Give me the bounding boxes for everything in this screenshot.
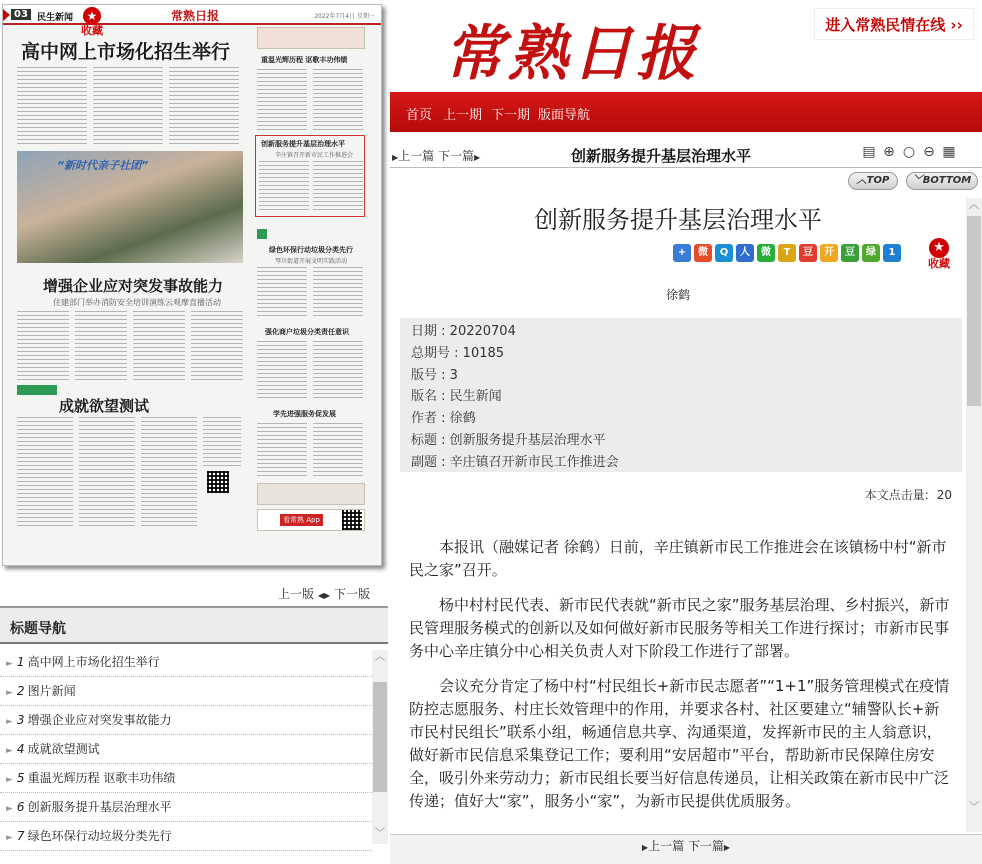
text-block: [79, 417, 135, 529]
text-block: [75, 311, 127, 381]
nav-item-label[interactable]: 成就欲望测试: [27, 742, 100, 756]
main-menu: [390, 92, 982, 132]
meta-key: 标题: [411, 432, 438, 448]
article-scrollbar[interactable]: [966, 198, 982, 832]
meta-key: 副题: [411, 454, 438, 470]
app-ad: [257, 509, 365, 531]
meta-row: 标题 : 创新服务提升基层治理水平: [411, 432, 606, 448]
page-pager: [278, 585, 370, 602]
favorite-button[interactable]: [928, 236, 950, 270]
left-panel: [0, 0, 390, 864]
favorite-label: 收藏: [81, 24, 103, 37]
meta-key: 总期号: [411, 345, 451, 361]
text-block: [17, 67, 87, 145]
meta-key: 版号: [411, 367, 438, 383]
meta-row: 副题 : 辛庄镇召开新市民工作推进会: [411, 454, 619, 470]
text-block: [313, 341, 363, 401]
share-one-icon[interactable]: 1: [883, 244, 901, 262]
text-block: [259, 161, 309, 213]
chevron-down-icon: ﹀: [912, 175, 923, 186]
thumb-headline-3[interactable]: 成就欲望测试: [59, 397, 150, 415]
arrow-icon: ►: [6, 688, 13, 698]
thumb-photo[interactable]: [17, 151, 243, 263]
share-douban-icon[interactable]: 豆: [799, 244, 817, 262]
text-block: [313, 69, 363, 131]
meta-value: 创新服务提升基层治理水平: [449, 432, 606, 448]
green-marker: [257, 229, 267, 239]
nav-item-label[interactable]: 图片新闻: [27, 684, 76, 698]
text-block: [93, 67, 163, 145]
triangle-right-icon: ▶: [723, 843, 731, 852]
share-dou-icon[interactable]: 豆: [841, 244, 859, 262]
text-block: [257, 69, 307, 131]
paper-logo: 常熟日报: [171, 9, 220, 23]
arrow-icon: ►: [6, 775, 13, 785]
right-panel: [390, 0, 982, 864]
thumb-side-headline-3-sub: 琴川街道开展文明实践活动: [275, 258, 348, 265]
app-ad-label: 看常熟 App: [280, 514, 323, 526]
article-paragraph: 会议充分肯定了杨中村“村民组长+新市民志愿者”“1+1”服务管理模式在疫情防控志愿服务、村庄长效管理中的作用，并要求各村、社区要建立“辅警队长+新市民村民组长”联系小组，畅通信息共享、沟通渠道，发挥新市民的主人翁意识，做好新市民信息采集登记工作；要利用“安居超市”平台，帮助新市民保障住房安全，吸引外来劳动力；新市民组长要当好信息传递员，让相关政策在新市民中广泛传递；值好大“家”，服务小“家”，为新市民提供优质服务。: [409, 677, 950, 810]
arrow-icon: ►: [6, 659, 13, 669]
menu-home[interactable]: 首页: [406, 108, 433, 123]
app-qr-code: [342, 510, 362, 530]
hit-count-label: 本文点击量:: [864, 488, 929, 502]
scroll-up-icon[interactable]: ︿: [969, 200, 979, 211]
star-icon: ★: [83, 7, 101, 25]
column-tag: [17, 385, 57, 395]
nav-item[interactable]: [0, 735, 372, 764]
thumb-headline-1[interactable]: 高中网上市场化招生举行: [21, 41, 231, 63]
nav-item-label[interactable]: 高中网上市场化招生举行: [27, 655, 160, 669]
star-icon: ★: [929, 238, 949, 258]
text-block: [17, 417, 73, 529]
masthead: [390, 0, 982, 92]
text-block: [313, 423, 363, 477]
nav-item-num: 3: [16, 713, 25, 727]
thumb-side-headline-2[interactable]: 创新服务提升基层治理水平: [261, 140, 345, 148]
share-wechat-icon[interactable]: 微: [757, 244, 775, 262]
toolbar-icons: [860, 143, 958, 161]
paper-header: [3, 5, 381, 25]
nav-item[interactable]: [0, 822, 372, 851]
chevron-up-icon: ︿: [856, 175, 867, 186]
meta-row: 作者 : 徐鹤: [411, 411, 476, 427]
document-icon[interactable]: ▤: [862, 144, 876, 160]
article-meta: [400, 318, 962, 472]
thumb-side-headline-5[interactable]: 学先进强服务促发展: [273, 410, 336, 418]
meta-row: 总期号 : 10185: [411, 345, 505, 361]
ad-box: [257, 483, 365, 505]
article-author: 徐鹤: [665, 288, 690, 302]
zoom-out-icon[interactable]: ⊖: [923, 144, 935, 160]
article-content: [390, 198, 982, 832]
title-nav-list: [0, 648, 372, 856]
text-block: [257, 341, 307, 401]
top-button[interactable]: [848, 172, 898, 190]
meta-value: 10185: [462, 345, 505, 361]
enter-minqing-link[interactable]: 进入常熟民情在线 ››: [814, 8, 974, 40]
nav-item-num: 5: [16, 771, 25, 785]
scroll-down-icon[interactable]: ﹀: [969, 802, 979, 813]
thumb-side-headline-3[interactable]: 绿色环保行动垃圾分类先行: [269, 246, 353, 254]
title-nav-heading: 标题导航: [10, 621, 66, 637]
share-plus-icon[interactable]: +: [673, 244, 691, 262]
qr-code: [207, 471, 229, 493]
triangle-right-icon: ▶: [641, 843, 649, 852]
share-kaixin-icon[interactable]: 开: [820, 244, 838, 262]
text-block: [257, 267, 307, 319]
prev-article-link[interactable]: 上一篇: [398, 149, 435, 163]
nav-item-num: 2: [16, 684, 25, 698]
nav-item[interactable]: [0, 793, 372, 822]
share-tieba-icon[interactable]: T: [778, 244, 796, 262]
meta-row: 版号 : 3: [411, 367, 458, 383]
hit-count-value: 20: [936, 488, 952, 502]
meta-row: 版名 : 民生新闻: [411, 389, 502, 405]
meta-key: 日期: [411, 324, 438, 339]
thumb-headline-2-sub: 住建部门举办消防安全培训演练云观摩直播活动: [53, 298, 221, 307]
nav-item[interactable]: [0, 706, 372, 735]
zoom-reset-icon[interactable]: ○: [902, 144, 916, 160]
text-block: [191, 311, 243, 381]
meta-value: 20220704: [449, 324, 516, 339]
arrow-icon: ►: [6, 804, 13, 814]
next-page-link[interactable]: 下一版: [333, 587, 370, 601]
article-paragraph: 本报讯（融媒记者 徐鹤）日前，辛庄镇新市民工作推进会在该镇杨中村“新市民之家”召开。: [409, 538, 947, 579]
newspaper-page-thumbnail[interactable]: [2, 4, 382, 566]
text-block: [133, 311, 185, 381]
top-label: TOP: [866, 175, 890, 186]
triangle-right-icon: ▶: [474, 153, 481, 162]
prev-page-link[interactable]: 上一版: [278, 587, 315, 601]
hit-count: [865, 486, 952, 503]
scroll-thumb[interactable]: [967, 216, 981, 406]
toolbar-title: 创新服务提升基层治理水平: [571, 147, 752, 165]
scroll-thumb[interactable]: [373, 682, 387, 792]
menu-prev-issue[interactable]: 上一期: [443, 108, 483, 123]
nav-item-label[interactable]: 增强企业应对突发事故能力: [27, 713, 172, 727]
banner-box: [257, 27, 365, 49]
article-paragraph: 杨中村村民代表、新市民代表就“新市民之家”服务基层治理、乡村振兴，新市民管理服务模式的创新以及如何做好新市民服务等相关工作进行探讨；市新市民事务中心辛庄镇分中心相关负责人对下阶段工作进行了部署。: [409, 596, 950, 660]
nav-item-num: 1: [16, 655, 25, 669]
menu-next-issue[interactable]: 下一期: [491, 108, 531, 123]
next-article-link[interactable]: 下一篇: [438, 149, 475, 163]
share-green-icon[interactable]: 绿: [862, 244, 880, 262]
meta-value: 辛庄镇召开新市民工作推进会: [449, 454, 619, 470]
arrow-icon: ►: [6, 833, 13, 843]
thumb-side-headline-4[interactable]: 强化商户垃圾分类责任意识: [265, 328, 349, 336]
bottom-prev-article-link[interactable]: 上一篇: [648, 839, 685, 853]
share-weibo-icon[interactable]: 微: [694, 244, 712, 262]
section-name: 民生新闻: [37, 13, 74, 23]
text-block: [313, 267, 363, 319]
nav-item-label[interactable]: 创新服务提升基层治理水平: [27, 800, 172, 814]
thumb-side-headline-1[interactable]: 重温光辉历程 讴歌丰功伟绩: [261, 56, 348, 64]
page-number: 03: [11, 9, 31, 20]
favorite-button-small[interactable]: [81, 5, 103, 37]
text-block: [169, 67, 239, 145]
nav-item-num: 4: [16, 742, 25, 756]
meta-row: 日期 : 20220704: [411, 324, 516, 339]
title-nav-header: [0, 606, 388, 644]
paper-date: 2022年7月4日 星期一: [314, 13, 375, 20]
text-block: [17, 311, 69, 381]
photo-caption: “新时代亲子社团”: [57, 159, 149, 172]
meta-value: 徐鹤: [449, 411, 476, 427]
nav-item-num: 7: [16, 829, 25, 843]
share-renren-icon[interactable]: 人: [736, 244, 754, 262]
arrow-icon: ►: [6, 717, 13, 727]
bottom-label: BOTTOM: [922, 175, 972, 186]
scroll-down-icon[interactable]: ﹀: [375, 828, 385, 839]
article-body: [409, 536, 954, 825]
meta-key: 作者: [411, 411, 438, 427]
site-logo[interactable]: 常熟日报: [444, 19, 700, 89]
nav-item-label[interactable]: 重温光辉历程 讴歌丰功伟绩: [27, 771, 176, 785]
bottom-next-article-link[interactable]: 下一篇: [687, 839, 724, 853]
bottom-button[interactable]: [906, 172, 978, 190]
nav-item[interactable]: [0, 677, 372, 706]
bottom-article-pager: [390, 834, 982, 864]
thumb-side-headline-2-sub: 辛庄镇召开新市民工作推进会: [275, 152, 354, 159]
nav-scrollbar[interactable]: [372, 650, 388, 844]
zoom-in-icon[interactable]: ⊕: [883, 144, 895, 160]
favorite-label: 收藏: [928, 257, 950, 270]
meta-value: 民生新闻: [449, 389, 502, 405]
text-block: [257, 423, 307, 477]
share-bar: [673, 244, 901, 262]
text-block: [313, 161, 363, 213]
meta-value: 3: [449, 367, 458, 383]
triangle-right-icon: ▶: [324, 591, 331, 600]
meta-key: 版名: [411, 389, 438, 405]
triangle-left-icon: ◀: [317, 591, 324, 600]
article-toolbar: [390, 142, 982, 168]
page-tag-arrow-icon: [3, 9, 10, 21]
arrow-icon: ►: [6, 746, 13, 756]
share-qzone-icon[interactable]: Q: [715, 244, 733, 262]
print-icon[interactable]: ▦: [942, 144, 956, 160]
nav-item[interactable]: [0, 764, 372, 793]
text-block: [141, 417, 197, 529]
triangle-right-icon: ▶: [392, 153, 399, 162]
text-block: [203, 417, 241, 467]
nav-item-label[interactable]: 绿色环保行动垃圾分类先行: [27, 829, 172, 843]
thumb-headline-2[interactable]: 增强企业应对突发事故能力: [43, 277, 224, 295]
article-title: 创新服务提升基层治理水平: [534, 206, 822, 234]
nav-item-num: 6: [16, 800, 25, 814]
article-prevnext: [392, 147, 480, 164]
scroll-up-icon[interactable]: ︿: [375, 652, 385, 663]
menu-layout-nav[interactable]: 版面导航: [538, 108, 591, 123]
nav-item[interactable]: [0, 648, 372, 677]
